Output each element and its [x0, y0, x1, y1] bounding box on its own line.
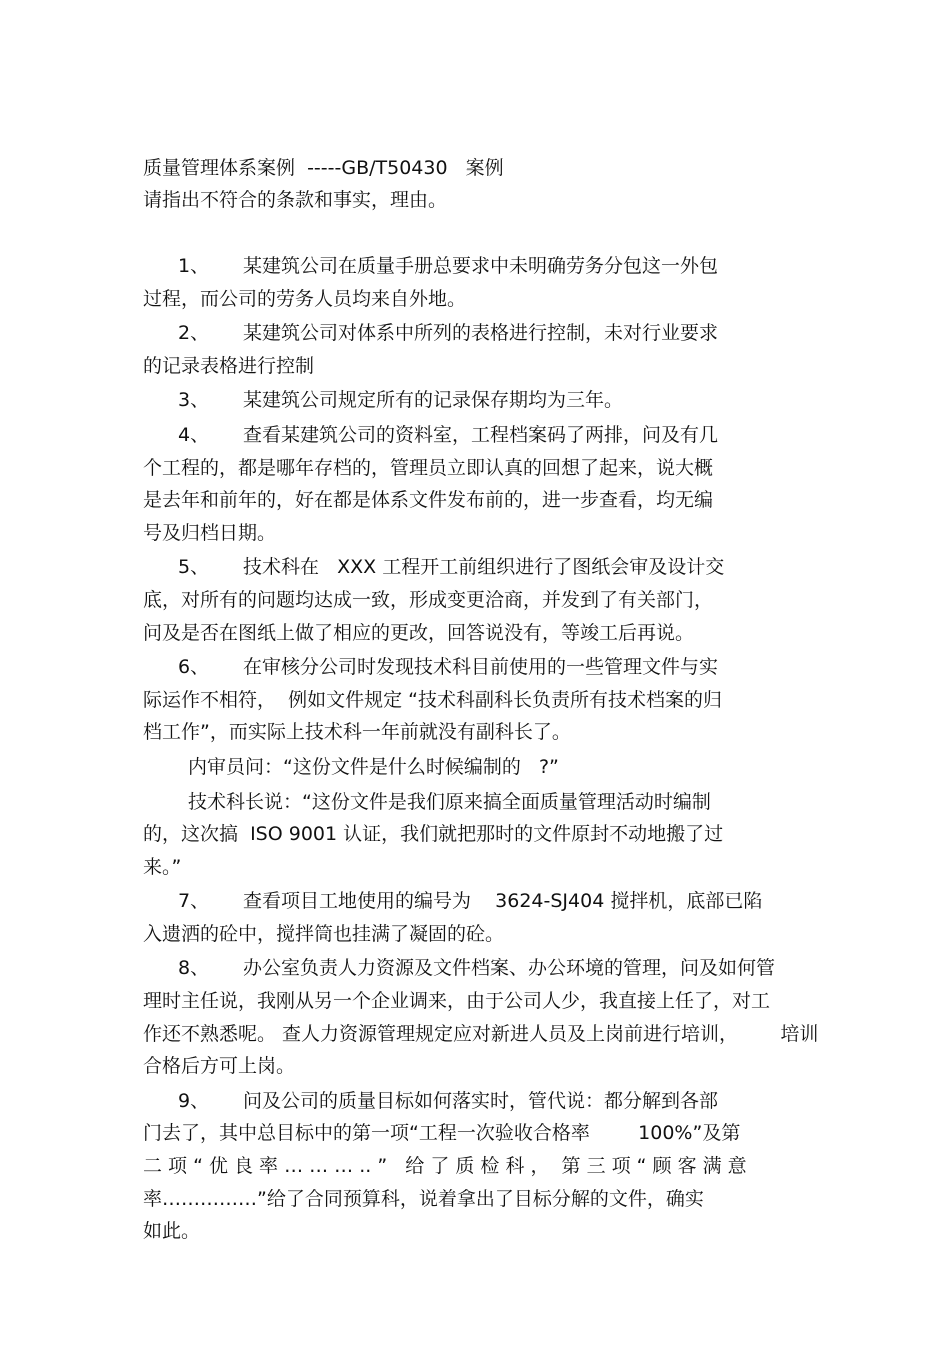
case-number: 5、 — [178, 556, 210, 579]
document-title: 质量管理体系案例 -----GB/T50430 案例 — [143, 157, 504, 179]
case-text: 理时主任说，我刚从另一个企业调来，由于公司人少，我直接上任了，对工 — [143, 990, 771, 1013]
case-line — [143, 1150, 883, 1183]
case-number: 4、 — [178, 423, 210, 446]
case-number: 3、 — [178, 389, 210, 412]
case-text: 率……………”给了合同预算科，说着拿出了目标分解的文件，确实 — [143, 1187, 704, 1210]
case-text: 问及公司的质量目标如何落实时，管代说：都分解到各部 — [243, 1089, 719, 1112]
case-line — [143, 1050, 883, 1083]
case-line — [143, 985, 883, 1018]
case-text: 内审员问：“这份文件是什么时候编制的 ?” — [188, 755, 559, 778]
case-line — [143, 484, 883, 517]
case-text: 来。” — [143, 855, 182, 878]
case-number: 1、 — [178, 255, 210, 277]
case-line — [143, 384, 883, 417]
case-text: 底，对所有的问题均达成一致，形成变更洽商，并发到了有关部门， — [143, 588, 714, 611]
case-text: 某建筑公司对体系中所列的表格进行控制，未对行业要求 — [243, 322, 719, 345]
case-line — [143, 452, 883, 485]
case-line — [143, 517, 883, 550]
document-header — [143, 152, 504, 216]
case-text: 个工程的，都是哪年存档的，管理员立即认真的回想了起来，说大概 — [143, 456, 714, 479]
case-number: 9、 — [178, 1089, 210, 1112]
case-text: 档工作”，而实际上技术科一年前就没有副科长了。 — [143, 721, 571, 744]
case-text: 问及是否在图纸上做了相应的更改，回答说没有，等竣工后再说。 — [143, 621, 695, 644]
case-line — [143, 617, 883, 650]
case-text: 查看项目工地使用的编号为 3624-SJ404 搅拌机，底部已陷 — [243, 890, 763, 913]
case-line — [143, 1215, 883, 1248]
case-item — [143, 751, 883, 784]
case-text: 是去年和前年的，好在都是体系文件发布前的，进一步查看，均无编 — [143, 489, 714, 512]
case-line — [143, 818, 883, 851]
case-line — [143, 1085, 883, 1118]
case-text: 某建筑公司在质量手册总要求中未明确劳务分包这一外包 — [243, 255, 719, 277]
case-text: 办公室负责人力资源及文件档案、办公环境的管理，问及如何管 — [243, 957, 776, 980]
case-text: 如此。 — [143, 1220, 201, 1243]
case-text: 在审核分公司时发现技术科目前使用的一些管理文件与实 — [243, 656, 719, 679]
case-line — [143, 350, 883, 383]
case-text: 技术科在 XXX 工程开工前组织进行了图纸会审及设计交 — [243, 556, 725, 579]
case-line — [143, 918, 883, 951]
case-text: 某建筑公司规定所有的记录保存期均为三年。 — [243, 389, 624, 412]
case-text: 门去了，其中总目标中的第一项“工程一次验收合格率 100%”及第 — [143, 1122, 741, 1145]
case-line — [143, 952, 883, 985]
case-line — [143, 885, 883, 918]
case-item — [143, 317, 883, 382]
case-line — [143, 716, 883, 749]
case-number: 6、 — [178, 656, 210, 679]
case-item — [143, 952, 883, 1082]
case-text: 的，这次搞 ISO 9001 认证，我们就把那时的文件原封不动地搬了过 — [143, 823, 724, 846]
case-line — [143, 250, 883, 283]
case-text: 合格后方可上岗。 — [143, 1055, 296, 1078]
case-text: 二 项 “ 优 良 率 … … … .. ” 给 了 质 检 科 ， 第 三 项 “ 顾 客 满 意 — [143, 1155, 747, 1178]
case-text: 际运作不相符， 例如文件规定 “技术科副科长负责所有技术档案的归 — [143, 688, 722, 711]
case-line — [143, 551, 883, 584]
case-line — [143, 786, 883, 819]
document-subtitle: 请指出不符合的条款和事实，理由。 — [143, 189, 448, 211]
case-item — [143, 250, 883, 315]
case-item — [143, 419, 883, 549]
case-line — [143, 584, 883, 617]
case-number: 7、 — [178, 890, 210, 913]
case-number: 2、 — [178, 322, 210, 345]
case-item — [143, 786, 883, 884]
case-line — [143, 651, 883, 684]
case-text: 过程，而公司的劳务人员均来自外地。 — [143, 287, 467, 310]
case-item — [143, 551, 883, 649]
case-text: 作还不熟悉呢。 查人力资源管理规定应对新进人员及上岗前进行培训， 培训 — [143, 1022, 819, 1045]
case-line — [143, 1183, 883, 1216]
case-line — [143, 317, 883, 350]
case-item — [143, 651, 883, 749]
case-text: 查看某建筑公司的资料室，工程档案码了两排，问及有几 — [243, 423, 719, 446]
case-item — [143, 885, 883, 950]
case-line — [143, 751, 883, 784]
case-item — [143, 384, 883, 417]
case-line — [143, 684, 883, 717]
case-line — [143, 283, 883, 316]
case-text: 技术科长说：“这份文件是我们原来搞全面质量管理活动时编制 — [188, 790, 711, 813]
case-line — [143, 419, 883, 452]
case-line — [143, 851, 883, 884]
case-text: 入遗洒的砼中，搅拌筒也挂满了凝固的砼。 — [143, 922, 505, 945]
case-list — [143, 250, 883, 1250]
case-number: 8、 — [178, 957, 210, 980]
case-line — [143, 1018, 883, 1051]
case-text: 号及归档日期。 — [143, 521, 277, 544]
case-item — [143, 1085, 883, 1248]
case-text: 的记录表格进行控制 — [143, 354, 315, 377]
case-line — [143, 1117, 883, 1150]
